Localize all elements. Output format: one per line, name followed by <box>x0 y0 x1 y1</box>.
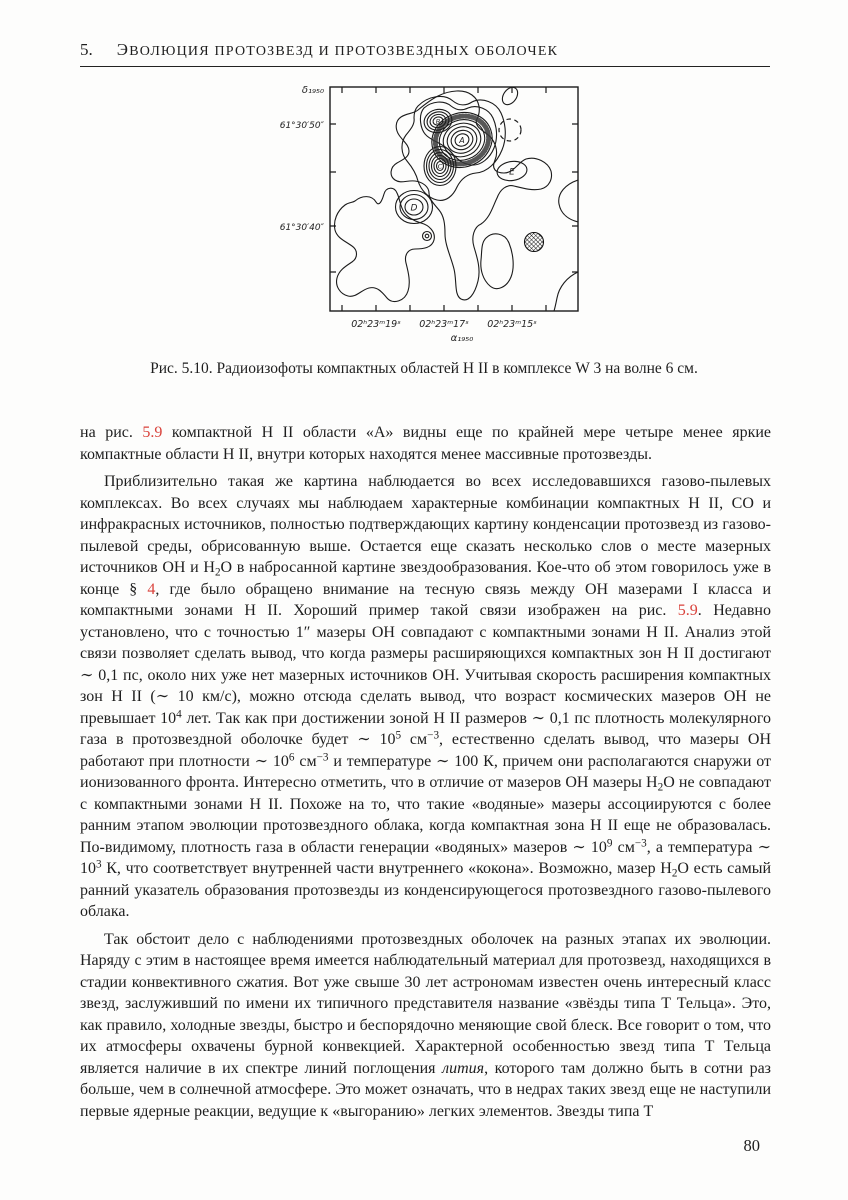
text-run: 9 <box>606 836 613 849</box>
text-run: 6 <box>288 750 295 763</box>
text-run: . Недавно установлено, что с точностью 1″ мазеры OH совпадают с компактными зонами H II. Анализ этой связи позволяет сделать вывод, что когда размеры расширяющихся компактных зон H II достигают ∼ 0,1 пс, около них уже нет мазерных источников OH. Учитывая скорость расширения компактных зон H II (∼ 10 км/с), можно отсюда сделать вывод, что возраст космических мазеров OH не превышает 10 <box>80 602 771 727</box>
dec-tick-label-50: 61°30′50″ <box>279 121 324 131</box>
text-run: , где было обращено внимание на тесную связь между OH мазерами I класса и компактными зонами H II. Хороший пример такой связи изображен на рис. <box>80 580 772 619</box>
paragraph <box>80 422 771 465</box>
reference-link[interactable]: 5.9 <box>677 602 698 619</box>
text-run: O есть самый ранний указатель образования протозвезды из конденсирующегося протозвездного газово-пылевого облака. <box>80 860 772 920</box>
radio-isophote-map <box>260 74 680 346</box>
text-run: −3 <box>316 750 329 763</box>
figure-caption: Рис. 5.10. Радиоизофоты компактных областей H II в комплексе W 3 на волне 6 см. <box>150 360 698 377</box>
text-run: 3 <box>96 858 102 871</box>
chapter-title: ЭВОЛЮЦИЯ ПРОТОЗВЕЗД И ПРОТОЗВЕЗДНЫХ ОБОЛОЧЕК <box>116 40 559 59</box>
text-run: −3 <box>634 836 647 849</box>
text-run: −3 <box>427 729 440 742</box>
header-rule <box>80 66 770 67</box>
reference-link[interactable]: 5.9 <box>142 424 163 441</box>
peak-label-d: D <box>410 203 418 214</box>
tick-marks <box>330 87 578 311</box>
body-text <box>80 422 771 1128</box>
small-source-inner <box>425 234 429 238</box>
figure-5-10-contour-map <box>260 74 680 346</box>
text-run: 2 <box>214 566 221 579</box>
contour-left-amoeba <box>334 188 434 301</box>
text-run: 4 <box>176 707 182 720</box>
contour-outer-complex <box>391 91 551 300</box>
text-run: К, что соответствует внутренней части внутреннего «кокона». Возможно, мазер H <box>101 860 672 877</box>
contour-lines <box>334 84 578 311</box>
small-source-outer <box>423 232 432 241</box>
text-run: лет. Так как при достижении зоной H II размеров ∼ 0,1 пс плотность молекулярного газа в протозвездной оболочке будет ∼ 10 <box>80 709 772 748</box>
text-run: и температуре ∼ 100 К, причем они располагаются снаружи от ионизованного фронта. Интересно отметить, что в отличие от мазеров OH мазеры H <box>80 752 772 791</box>
dec-tick-label-40: 61°30′40″ <box>279 223 324 233</box>
ra-tick-label-15s: 02ʰ23ᵐ15ˢ <box>487 319 537 330</box>
beam-hatched-circle <box>525 233 544 252</box>
peak-label-b: B <box>435 117 441 126</box>
text-run: 5 <box>395 729 402 742</box>
contour-bottom-blob <box>481 234 513 289</box>
ra-tick-label-17s: 02ʰ23ᵐ17ˢ <box>419 319 469 330</box>
page-number: 80 <box>743 1136 760 1155</box>
chapter-number: 5. <box>80 40 93 59</box>
ra-tick-label-19s: 02ʰ23ᵐ19ˢ <box>351 319 401 330</box>
paragraph <box>80 471 771 923</box>
peak-label-e: E <box>509 167 515 178</box>
text-run: лития <box>442 1059 485 1077</box>
text-run: 2 <box>657 781 664 794</box>
text-run: Так обстоит дело с наблюдениями протозвездных оболочек на разных этапах их эволюции. Наряду с этим в настоящее время имеется наблюдательный материал для протозвезд, находящихся в стадии конвективного сжатия. Вот уже свыше 30 лет астрономам известен очень интересный класс звезд, заслуживший по имени их типичного представителя название «звёзды типа Т Тельца». Это, как правило, холодные звезды, быстро и беспорядочно меняющие свой блеск. Все говорит о том, что их атмосферы охвачены бурной конвекцией. Характерной особенностью звезд типа Т Тельца является наличие в их спектре линий поглощения <box>80 930 771 1077</box>
dashed-contour-circle <box>499 119 521 141</box>
text-run: компактной H II области «А» видны еще по крайней мере четыре менее яркие компактные области H II, внутри которых находятся менее массивные протозвезды. <box>80 424 772 463</box>
text-run: , а температура ∼ 10 <box>80 838 771 877</box>
running-head <box>80 40 770 60</box>
ra-axis-title: α₁₉₅₀ <box>450 333 474 344</box>
plot-frame <box>330 87 578 311</box>
text-run: на рис. <box>80 424 143 441</box>
reference-link[interactable]: 4 <box>147 580 156 598</box>
text-run: O не совпадают с компактными зонами H II. Похоже на то, что такие «водяные» мазеры ассоциируются с более ранним этапом эволюции протозвездного облака, когда компактная зона H II еще не образовалась. По-видимому, плотность газа в области генерации «водяных» мазеров ∼ 10 <box>80 774 772 856</box>
contour-corner-partial <box>554 272 578 311</box>
text-run: Приблизительно такая же картина наблюдается во всех исследовавшихся газово-пылевых комплексах. Во всех случаях мы наблюдаем характерные комбинации компактных H II, CO и инфракрасных источников, полностью подтверждающих картину конденсации протозвезд из газово-пылевой среды, обрисованную выше. Остается еще сказать несколько слов о месте мазерных источников OH и H <box>80 473 771 576</box>
peak-label-c: C <box>437 162 443 171</box>
text-run: см <box>294 752 317 770</box>
dec-axis-title: δ₁₉₅₀ <box>301 85 324 96</box>
text-run: см <box>401 731 428 748</box>
paragraph <box>80 929 771 1123</box>
text-run: O в набросанной картине звездообразования. Кое-что об этом говорилось уже в конце § <box>80 559 771 598</box>
peak-label-a: A <box>459 136 465 145</box>
text-run: , которого там должно быть в сотни раз больше, чем в солнечной атмосфере. Это может означать, что в недрах таких звезд еще не наступили первые ядерные реакции, ведущие к «выгоранию» легких элементов. Звезды типа Т <box>80 1059 771 1120</box>
text-run: , естественно сделать вывод, что мазеры OH работают при плотности ∼ 10 <box>80 731 771 770</box>
text-run: см <box>612 838 635 856</box>
contour-right-partial <box>559 180 578 222</box>
contour-small-ellipse <box>499 84 521 107</box>
text-run: 2 <box>671 867 678 880</box>
